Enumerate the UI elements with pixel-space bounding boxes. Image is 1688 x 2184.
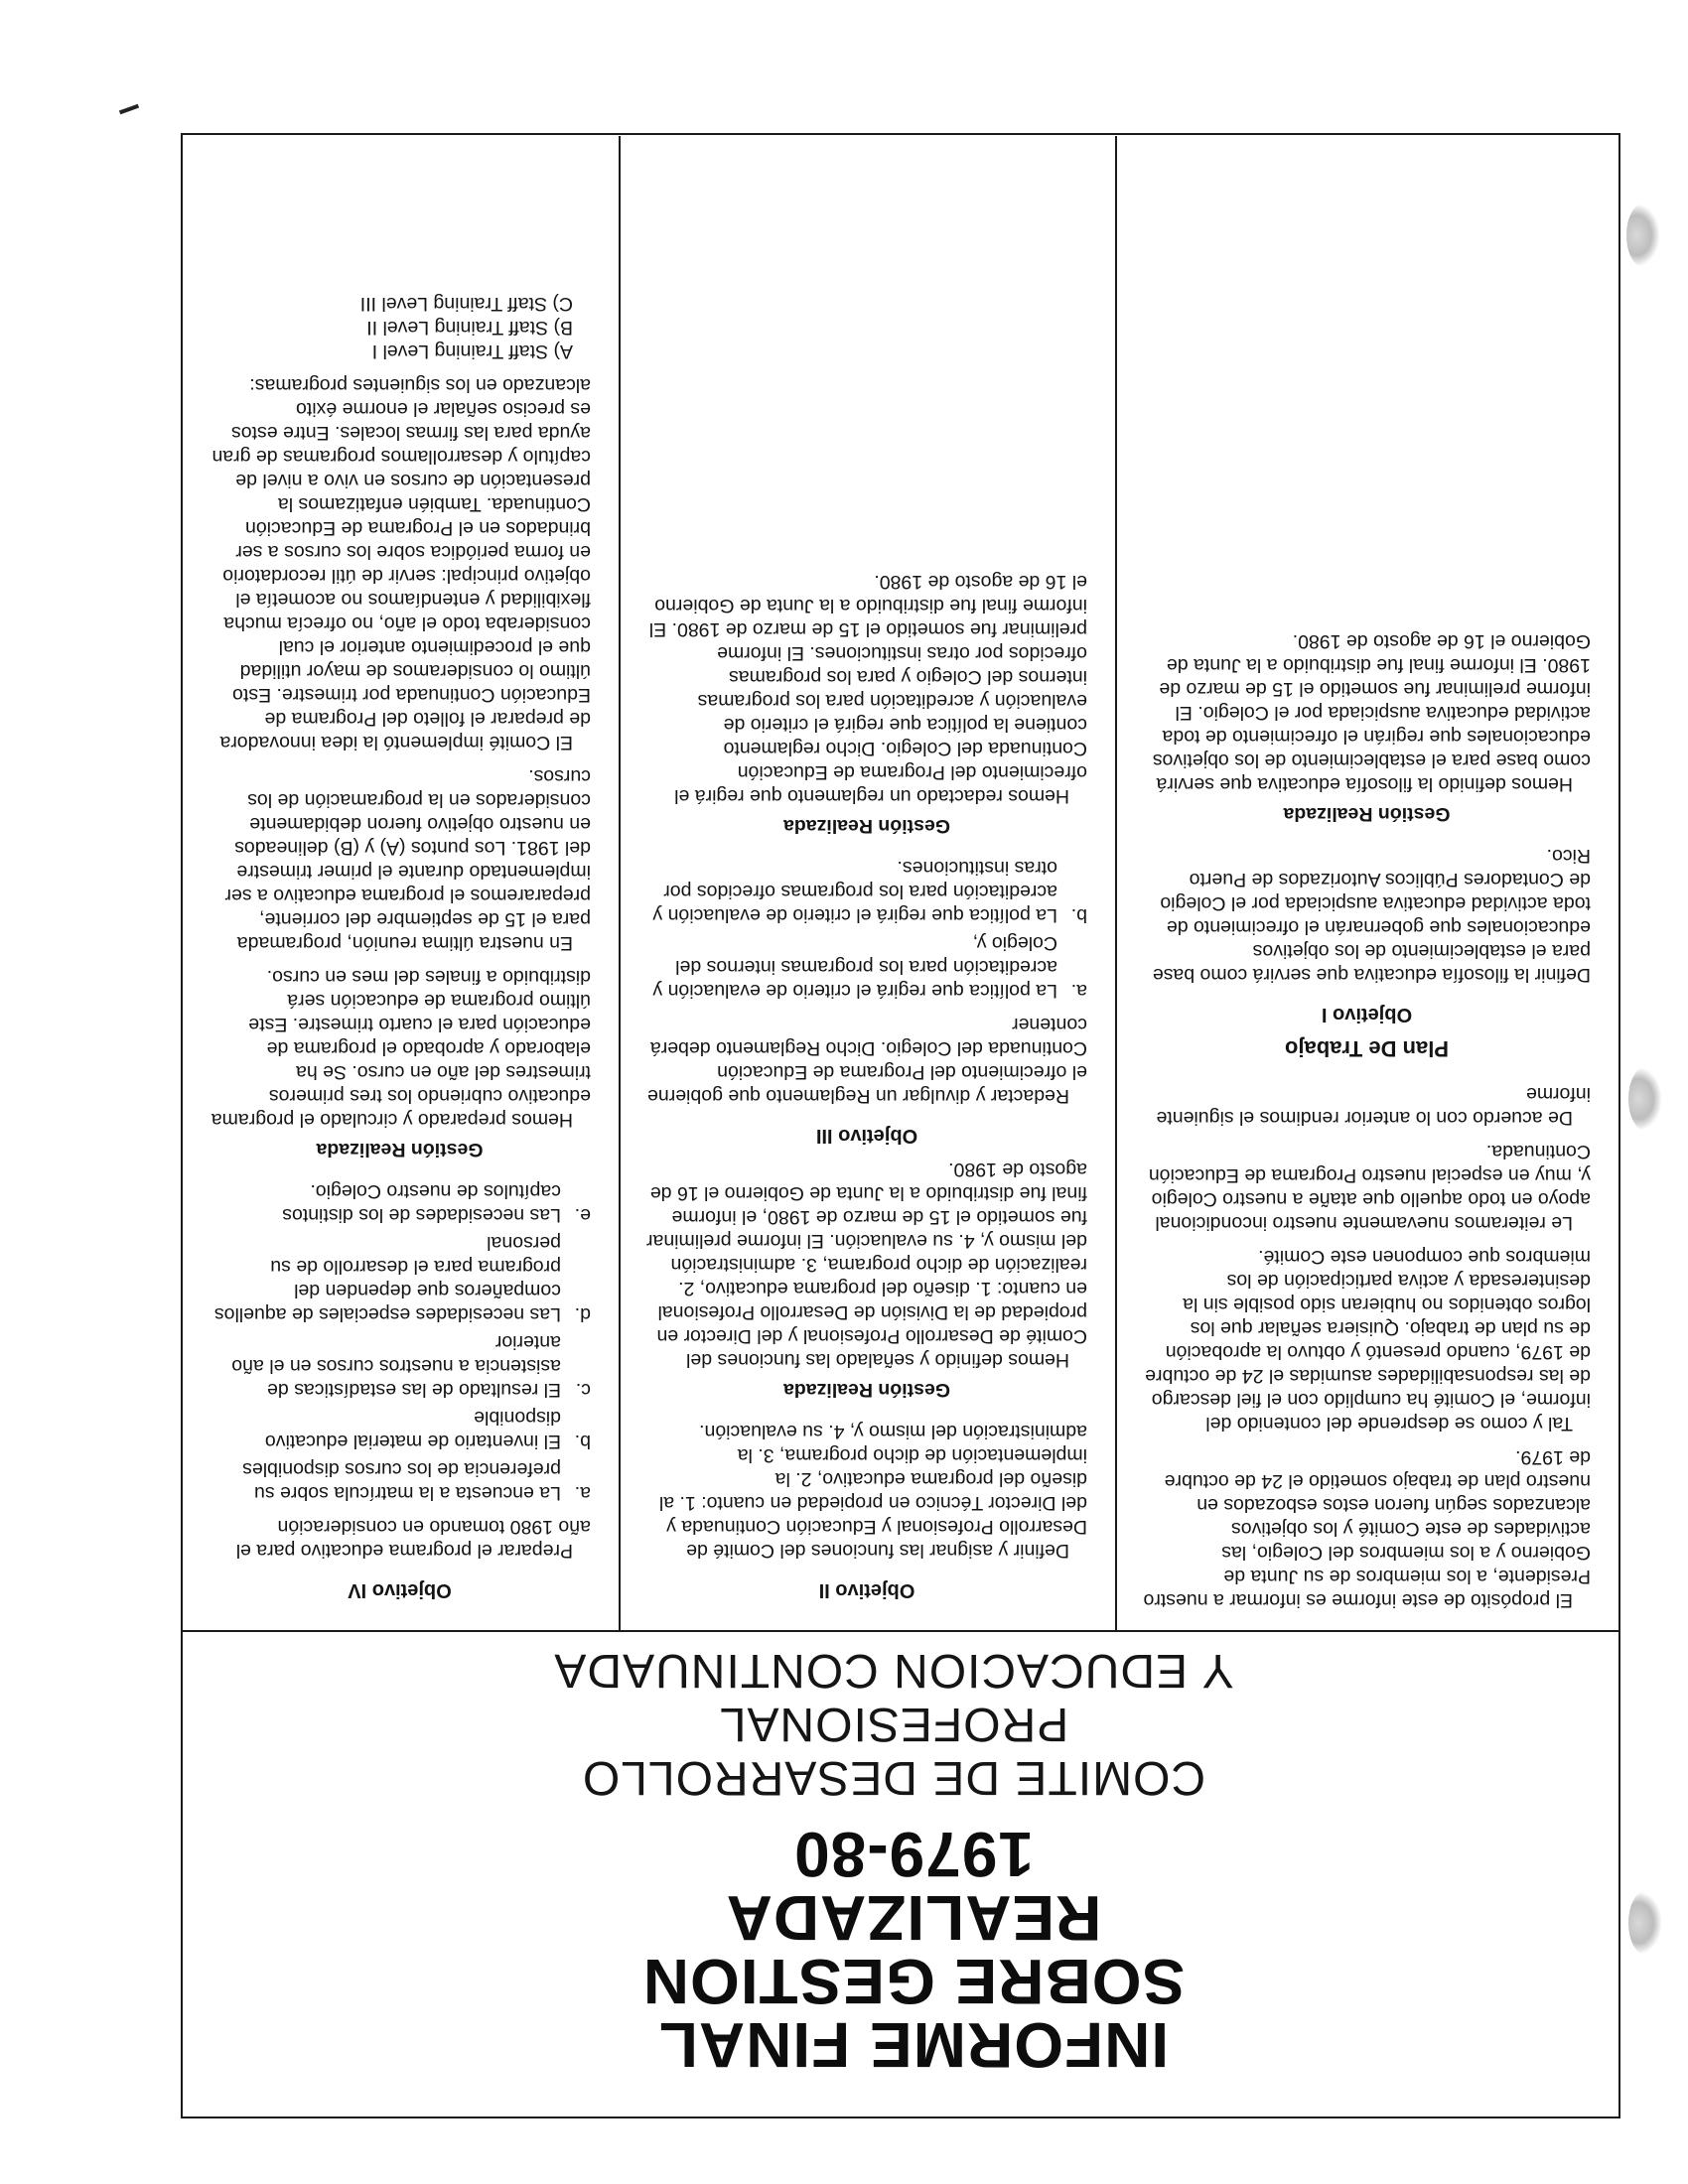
list-item-letter: a.	[574, 1482, 591, 1504]
summary-paragraph: Tal y como se desprende del contenido del informe, el Comité ha cumplido con el fiel descargo de las responsabilidades asumidas el 24 de octubre de 1979, cuando presentó y obtuvo la aprobación de su plan de trabajo. Quisiera señalar que los logros obtenidos no hubieran sido posible sin la desinteresada y activa participación de los miembros que componen este Comité.	[1145, 1246, 1591, 1434]
objective-2-text: Definir y asignar las funciones del Comité de Desarrollo Profesional y Educación Continuada y del Director Técnico en propiedad en cuanto: 1. al diseño del programa educativo, 2. la implementación de dicho programa, 3. la administración del mismo y, 4. su evaluación.	[658, 1421, 1087, 1562]
list-item-letter: a.	[1070, 980, 1087, 1002]
gestion-2-heading: Gestión Realizada	[783, 1379, 950, 1401]
objective-4-text: Preparar el programa educativo para el año 1980 tomando en consideración	[235, 1516, 591, 1562]
gestion-4-paragraph-1: Hemos preparado y circulado el programa educativo cubriendo los tres primeros trimestres del año en curso. Se ha elaborado y aprobado el programa de educación para el cuarto trimestre. Este último programa de educación será distribuido a finales del mes en curso.	[211, 966, 591, 1131]
programs-list	[209, 292, 591, 363]
list-item-text: Las necesidades especiales de aquellos compañeros que dependen del programa para el desarrollo de su personal	[213, 1232, 561, 1325]
report-title	[467, 1819, 1360, 2081]
gestion-1-heading: Gestión Realizada	[1283, 803, 1451, 825]
list-item-text: El resultado de las estadísticas de asistencia a nuestros cursos en el año anterior	[231, 1331, 561, 1401]
report-frame	[181, 133, 1620, 2118]
gestion-3-text: Hemos redactado un reglamento que regirá el ofrecimiento del Programa de Educación Continuada del Colegio. Dicho reglamento contiene la política que regirá el criterio de evaluación y acreditación para los programas internos del Colegio y para los programas ofrecidos por otras instituciones. El informe preliminar fue sometido el 15 de marzo de 1980. El informe final fue distribuido a la Junta de Gobierno el 16 de agosto de 1980.	[648, 571, 1087, 807]
program-item: A) Staff Training Level I	[371, 341, 573, 362]
committee-line-1: COMITE DE DESARROLLO PROFESIONAL	[581, 1698, 1206, 1804]
report-header	[183, 1630, 1618, 2116]
objective-2-heading: Objetivo II	[818, 1579, 915, 1601]
transition-paragraph: De acuerdo con lo anterior rendimos el siguiente informe	[1156, 1083, 1591, 1129]
column-3	[183, 136, 621, 1630]
list-item	[209, 1457, 591, 1505]
gestion-1-text: Hemos definido la filosofía educativa que servirá como base para el establecimiento de los objetivos educacionales que regirán el ofrecimiento de toda actividad educativa auspiciada por el Colegio. El informe preliminar fue sometido el 15 de marzo de 1980. El informe final fue distribuido a la Junta de Gobierno el 16 de agosto de 1980.	[1152, 630, 1591, 795]
intro-paragraph: El propósito de este informe es informar a nuestro Presidente, a los miembros de su Junta de Gobierno y a los miembros del Colegio, las actividades de este Comité y los objetivos alcanzados según fueron estos esbozados en nuestro plan de trabajo sometido el 24 de octubre de 1979.	[1143, 1446, 1591, 1611]
gestion-4-heading: Gestión Realizada	[316, 1139, 484, 1160]
list-item	[646, 856, 1087, 927]
committee-line-2: Y EDUCACION CONTINUADA	[553, 1644, 1234, 1697]
binder-hole-shadow	[1628, 1891, 1662, 1955]
list-item-letter: b.	[1070, 904, 1087, 926]
title-line-1: INFORME FINAL	[657, 2009, 1170, 2081]
list-item-letter: b.	[574, 1431, 591, 1452]
title-line-3: 1979-80	[793, 1819, 1034, 1890]
plan-heading: Plan De Trabajo	[1284, 1036, 1450, 1061]
objective-3-heading: Objetivo III	[815, 1125, 918, 1147]
list-item-text: La política que regirá el criterio de evaluación y acreditación para los programas ofrecidos por otras instituciones.	[652, 857, 1057, 926]
gestion-4-paragraph-2: En nuestra última reunión, programada para el 15 de septiembre del corriente, prepararemos el programa educativo a ser implementado durante el primer trimestre del 1981. Los puntos (A) y (B) delineados en nuestro objetivo fueron debidamente considerados en la programación de los cursos.	[224, 765, 591, 954]
objective-3-list	[646, 856, 1087, 1003]
column-2	[621, 136, 1117, 1630]
list-item-letter: d.	[574, 1303, 591, 1325]
program-item: C) Staff Training Level III	[359, 293, 573, 315]
report-body	[183, 136, 1618, 1630]
column-1	[1117, 136, 1618, 1630]
support-paragraph: Le reiteramos nuevamente nuestro incondicional apoyo en todo aquello que atañe a nuestro Colegio y, muy en especial nuestro Programa de Educación Continuada.	[1148, 1141, 1591, 1234]
title-line-2: SOBRE GESTION REALIZADA	[641, 1882, 1186, 2017]
list-item-letter: e.	[574, 1204, 591, 1226]
objective-1-text: Definir la filosofía educativa que servirá como base para el establecimiento de los objetivos educacionales que gobernarán el ofrecimiento de toda actividad educativa auspiciada por el Colegio de Contadores Públicos Autorizados de Puerto Rico.	[1152, 845, 1591, 986]
list-item-text: Las necesidades de los distintos capítulos de nuestro Colegio.	[282, 1180, 561, 1226]
list-item	[209, 1231, 591, 1326]
list-item-text: La encuesta a la matrícula sobre su preferencia de los cursos disponibles	[242, 1458, 561, 1504]
committee-name	[407, 1643, 1380, 1804]
gestion-3-heading: Gestión Realizada	[783, 815, 950, 837]
binder-hole-shadow	[1628, 1067, 1662, 1131]
gestion-2-text: Hemos definido y señalado las funciones del Comité de Desarrollo Profesional y del Director en propiedad de la División de Desarrollo Profesional en cuanto: 1. diseño del programa educativo, 2. realización de dicho programa, 3. administración del mismo y, 4. su evaluación. El informe preliminar fue sometido el 15 de marzo de 1980, el informe final fue distribuido a la Junta de Gobierno el 16 de agosto de 1980.	[646, 1159, 1087, 1371]
list-item-text: El inventario de material educativo disponible	[264, 1407, 561, 1452]
list-item	[209, 1179, 591, 1227]
objective-4-list	[209, 1179, 591, 1505]
list-item	[209, 1406, 591, 1453]
objective-1-heading: Objetivo I	[1321, 1004, 1413, 1025]
list-item	[646, 931, 1087, 1003]
objective-4-heading: Objetivo IV	[348, 1579, 452, 1601]
objective-3-text: Redactar y divulgar un Reglamento que gobierne el ofrecimiento del Programa de Educación Continuada del Colegio. Dicho Reglamento deberá contener	[647, 1014, 1087, 1107]
gestion-4-paragraph-3: El Comité implementó la idea innovadora de preparar el folleto del Programa de Educación Continuada por trimestre. Esto último lo consideramos de mayor utilidad que el procedimiento anterior el cual consideraba todo el año, no ofrecía mucha flexibilidad y entendíamos no acometía el objetivo principal: servir de útil recordatorio en forma periódica sobre los cursos a ser brindados en el Programa de Educación Continuada. También enfatizamos la presentación de cursos en vivo a nivel de capítulo y desarrollamos programas de gran ayuda para las firmas locales. Entre estos es preciso señalar el enorme éxito alcanzado en los siguientes programas:	[211, 374, 591, 753]
list-item-letter: c.	[575, 1379, 591, 1401]
binder-hole-shadow	[1626, 204, 1660, 267]
program-item: B) Staff Training Level II	[366, 317, 573, 339]
list-item-text: La política que regirá el criterio de evaluación y acreditación para los programas internos del Colegio y,	[652, 932, 1057, 1002]
list-item	[209, 1330, 591, 1402]
